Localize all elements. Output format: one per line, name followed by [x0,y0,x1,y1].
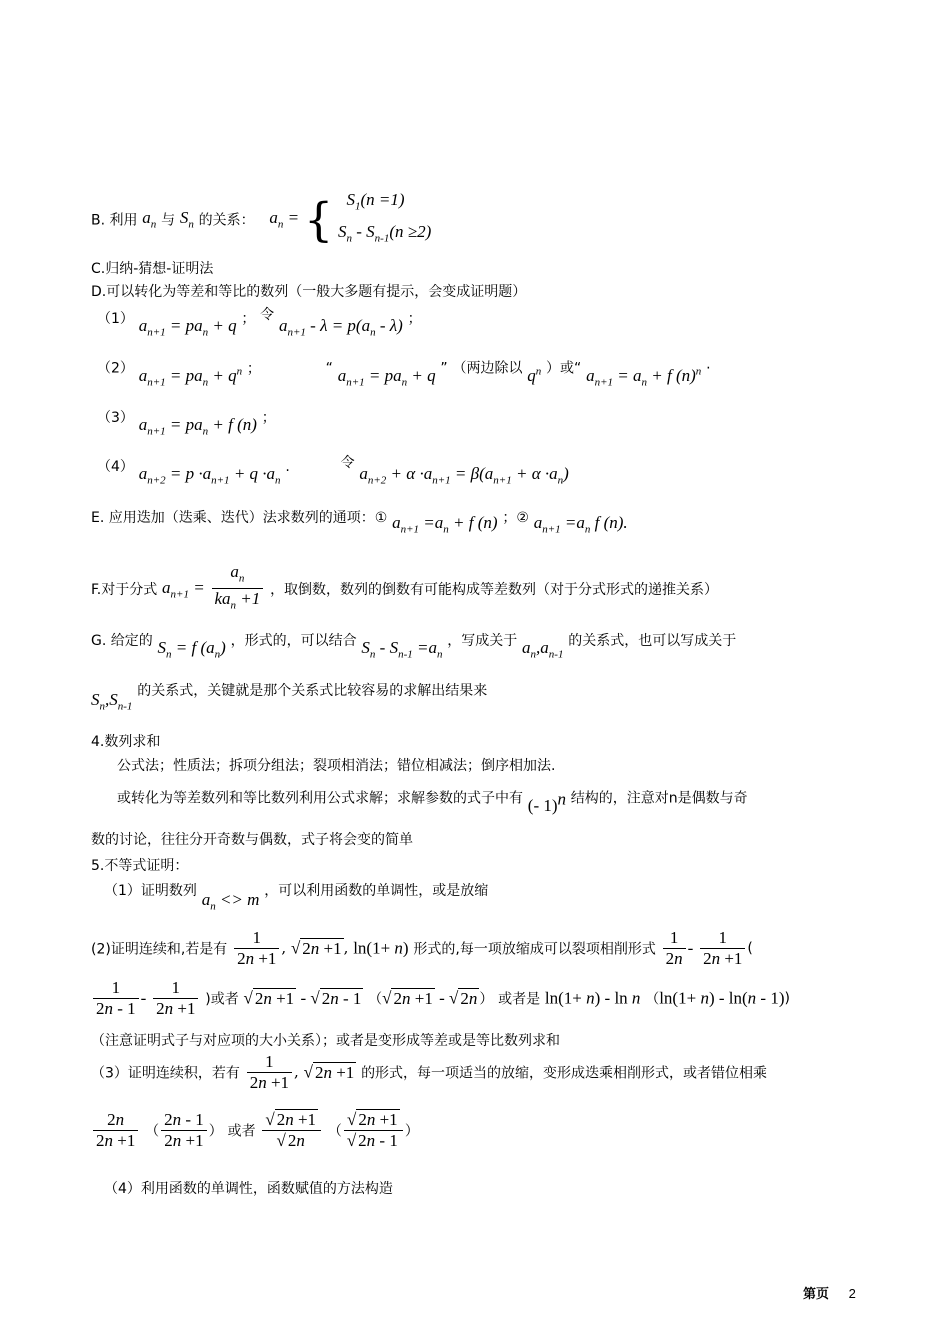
formula-piecewise: $a_n$ = [269,208,300,231]
text: 或转化为等差数列和等比数列利用公式求解；求解参数的式子中有 [117,790,523,807]
formula: ln(1+ n) - ln(n - 1) [659,988,785,1008]
text: （ [327,1123,342,1140]
section-b [91,187,431,247]
formula-sqrt: √ 2n +1 - √ 2n - 1 [243,988,362,1008]
section-4-p1 [117,781,748,815]
section-5-item-3-line2 [91,1110,419,1162]
formula: $a_{n+1} = a_n + f$ $(n)^n$ [586,365,702,389]
text: 的关系式，也可以写成关于 [568,633,737,649]
text: )或者 [205,991,239,1008]
section-d-title: D.可以转化为等差和等比的数列（一般大多题有提示，会变成证明题） [91,284,527,300]
text: 的关系式，关键就是那个关系式比较容易的求解出结果来 [137,683,488,699]
text: （两边除以 [452,360,523,377]
text: “ [325,360,333,377]
text: 令 [340,455,355,471]
section-g-line2 [91,680,487,714]
formula: $a_{n+1} =a_n$ f (n). [533,513,628,536]
section-4-title: 4.数列求和 [91,734,161,750]
section-g [91,630,736,664]
formula: ln(1+ n) - ln n [544,988,641,1008]
section-5-item-2: (2)证明连续和,若是有 $\frac{1}{2n +1}$ , √ 2n +1 , ln(1+ n) 形式的,每一项放缩成可以裂项相削形式 $\frac{1}{2n}$ - $\frac{1}{2n +1}$ ( [91,928,753,968]
text: G. 给定的 [91,633,153,649]
text: ） [208,1123,223,1140]
formula: $a_{n+1} = pa_n + q^n$ [138,365,243,389]
section-b-label: B. 利用 [91,212,138,229]
fraction: $\frac{1}{2n}$ [663,928,686,969]
formula-sqrt: √ 2n +1 - √ 2n [382,988,478,1008]
section-e [91,507,628,541]
page-number: 2 [848,1286,856,1301]
formula: $a_{n+1} = pa_n + q$ [337,365,436,389]
fraction: $\frac{√ 2n +1}{√ 2n}$ [262,1110,321,1151]
formula: $S_n$ [179,208,194,231]
text: ；② [502,510,529,526]
section-5-item-2-line2: $\frac{1}{2n - 1}$ - $\frac{1}{2n +1}$ )或者 √ 2n +1 - √ 2n - 1 （√ 2n +1 - √ 2n ） 或者是 ln(1+ n) - ln n （ln(1+ n) - ln(n - 1)) [91,978,790,1026]
text: ； [261,410,276,426]
formula: (- 1)$^n$ [527,789,567,815]
section-4-methods: 公式法；性质法；拆项分组法；裂项相消法；错位相减法；倒序相加法. [117,758,556,774]
text: ； [407,311,422,327]
formula-sqrt: √ 2n +1 [290,938,342,958]
text: （1） [97,311,134,327]
formula-cases: $S_1(n =1)$ $S_n - S_{n-1}(n \ge 2)$ [338,190,432,245]
text: （2） [97,360,134,377]
fraction: $\frac{2n - 1}{2n +1}$ [161,1110,207,1151]
formula: $S_n = f$ $(a_n)$ [157,638,226,661]
section-d-item-3 [97,407,276,441]
page-footer [803,1283,856,1302]
text: ） [404,1123,419,1140]
text: 或者 [227,1123,256,1140]
text: E. 应用迭加（迭乘、迭代）法求数列的通项：① [91,510,388,526]
fraction: $\frac{2n}{2n +1}$ [93,1110,138,1151]
formula: $a_n,a_{n-1}$ [522,638,564,661]
formula: $a_{n+1} - \lambda = p(a_n - \lambda)$ [278,316,403,339]
text: （ [368,991,383,1008]
section-5-item-3: （3）证明连续积，若有 $\frac{1}{2n +1}$ , √ 2n +1 的形式，每一项适当的放缩，变形成迭乘相削形式，或者错位相乘 [91,1052,768,1092]
text: 或者是 [498,991,541,1008]
section-5-title: 5.不等式证明： [91,858,189,874]
text: 的关系： [198,212,255,229]
text: （3）证明连续积，若有 [91,1065,240,1082]
text: · [706,360,711,377]
text: ( [747,940,753,957]
text: ) [784,990,790,1007]
text: ； [246,360,261,377]
section-d-item-1 [97,308,422,342]
section-c: C.归纳-猜想-证明法 [91,261,214,277]
formula: $a_{n+1}$ = [162,577,205,601]
section-5-item-1 [104,880,488,914]
text: ，取倒数，数列的倒数有可能构成等差数列（对于分式形式的递推关系） [270,581,719,598]
text: ” [440,360,448,377]
text: ）或“ [546,360,582,377]
fraction: $\frac{1}{2n +1}$ [247,1052,292,1093]
section-5-item-2-note: （注意证明式子与对应项的大小关系）；或者是变形成等差或是等比数列求和 [91,1033,560,1049]
formula: $a_{n+1} =a_n + f$ (n) [392,513,498,536]
text: ，可以利用函数的单调性，或是放缩 [264,883,489,899]
text: （1）证明数列 [104,883,197,899]
formula: $a_{n+1} = pa_n + f$ (n) [138,415,257,438]
fraction: $\frac{1}{2n +1}$ [700,928,745,969]
text: . [285,459,290,475]
text: ，写成关于 [447,633,518,649]
text: （ [145,1123,160,1140]
brace: { [303,192,334,247]
formula-sqrt: √ 2n +1 [303,1062,355,1082]
formula: $q^n$ [527,365,542,385]
formula: $a_{n+1} = pa_n + q$ [138,316,237,339]
text: (2)证明连续和,若是有 [91,941,228,958]
section-d-item-2 [97,357,711,391]
text: 与 [161,212,176,229]
fraction: $\frac{a_n}{ka_n +1}$ [212,562,264,616]
formula: $S_n - S_{n-1} =a_n$ [361,638,443,661]
section-4-p2: 数的讨论，往往分开奇数与偶数，式子将会变的简单 [91,832,413,848]
text: 形式的,每一项放缩成可以裂项相削形式 [413,941,656,958]
text: ） [479,991,494,1008]
section-5-item-4: （4）利用函数的单调性，函数赋值的方法构造 [104,1181,393,1197]
fraction: $\frac{1}{2n +1}$ [153,978,198,1019]
formula: ln(1+ n) [353,938,409,958]
text: 令 [260,307,275,323]
fraction: $\frac{√ 2n +1}{√ 2n - 1}$ [344,1110,403,1151]
text: （4） [97,459,134,475]
text: 的形式，每一项适当的放缩，变形成迭乘相削形式，或者错位相乘 [361,1065,768,1082]
formula: $a_{n+2} = p \cdot a_{n+1} + q \cdot a_n$ [138,464,281,487]
text: （ [645,991,660,1008]
text: ，形式的，可以结合 [230,633,357,649]
fraction: $\frac{1}{2n +1}$ [234,928,279,969]
formula: $a_n <> m$ [201,890,260,913]
text: ； [241,311,256,327]
text: F.对于分式 [91,581,158,598]
section-f [91,562,718,612]
fraction: $\frac{1}{2n - 1}$ [93,978,139,1019]
section-d-item-4 [97,456,569,490]
formula: $S_n,S_{n-1}$ [91,690,133,713]
text: 结构的，注意对n是偶数与奇 [570,790,748,807]
formula: $a_{n+2} + \alpha \cdot a_{n+1} = \beta(a_{n+1} + \alpha \cdot a_n)$ [359,464,569,487]
text: （3） [97,410,134,426]
footer-label: 第页 [803,1286,830,1301]
formula: $a_n$ [142,208,157,231]
